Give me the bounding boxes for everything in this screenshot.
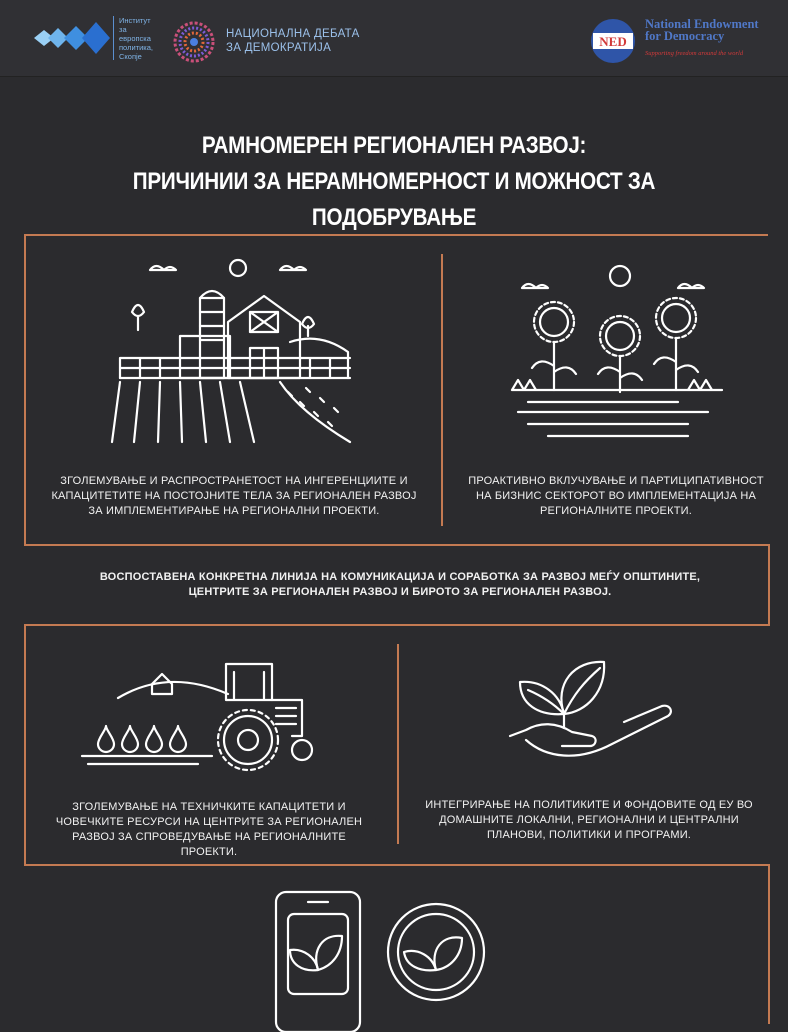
magnifier-leaf-icon [376,892,496,1032]
ned-logo-icon [590,18,636,64]
divider-line [24,864,770,866]
debate-logo-icon [172,20,216,64]
tractor-description: ЗГОЛЕМУВАЊЕ НА ТЕХНИЧКИТЕ КАПАЦИТЕТИ И ЧОВЕЧКИТЕ РЕСУРСИ НА ЦЕНТРИТЕ ЗА РЕГИОНАЛЕН РАЗВОЈ ЗА СПРОВЕДУВАЊЕ НА РЕГИОНАЛНИТЕ ПРОЕКТИ. [55,801,363,858]
header-bar [0,0,788,77]
title-line1: РАМНОМЕРЕН РЕГИОНАЛЕН РАЗВОЈ: [201,132,587,159]
hand-leaves-icon [508,644,678,764]
ned-line1: National Endowment [645,17,759,31]
debate-text-line2: ЗА ДЕМОКРАТИЈА [226,42,332,54]
tractor-icon [78,654,348,774]
ned-line2: for Democracy [645,29,725,43]
institute-text: Институт за европска политика, Скопје [119,16,153,61]
divider-line [24,234,768,236]
institute-logo-icon [34,18,114,58]
page-title [55,128,733,236]
debate-text-line1: НАЦИОНАЛНА ДЕБАТА [226,28,360,40]
ned-tagline: Supporting freedom around the world [645,50,744,57]
divider-line [24,234,26,546]
divider-line [441,254,443,526]
divider-line [24,544,770,546]
ned-abbr: NED [599,34,627,49]
farm-description: ЗГОЛЕМУВАЊЕ И РАСПРОСТРАНЕТОСТ НА ИНГЕРЕНЦИИТЕ И КАПАЦИТЕТИТЕ НА ПОСТОЈНИТЕ ТЕЛА ЗА РЕГИОНАЛЕН РАЗВОЈ ЗА ИМПЛЕМЕНТИРАЊЕ НА РЕГИОНАЛНИ ПРОЕКТИ. [51,475,417,517]
communication-description: ВОСПОСТАВЕНА КОНКРЕТНА ЛИНИЈА НА КОМУНИКАЦИЈА И СОРАБОТКА ЗА РАЗВОЈ МЕЃУ ОПШТИНИТЕ, ЦЕНТРИТЕ ЗА РЕГИОНАЛЕН РАЗВОЈ И БИРОТО ЗА РЕГИОНАЛЕН РАЗВОЈ. [99,571,701,598]
title-line2: ПРИЧИНИИ ЗА НЕРАМНОМЕРНОСТ И МОЖНОСТ ЗА ПОДОБРУВАЊЕ [132,168,656,231]
sunflower-icon [508,262,728,442]
hand-description: ИНТЕГРИРАЊЕ НА ПОЛИТИКИТЕ И ФОНДОВИТЕ ОД ЕУ ВО ДОМАШНИТЕ ЛОКАЛНИ, РЕГИОНАЛНИ И ЦЕНТРАЛНИ ПЛАНОВИ, ПОЛИТИКИ И ПРОГРАМИ. [425,799,753,841]
phone-leaf-icon [272,888,368,1028]
ned-name [645,18,759,42]
sunflower-description: ПРОАКТИВНО ВКЛУЧУВАЊЕ И ПАРТИЦИПАТИВНОСТ НА БИЗНИС СЕКТОРОТ ВО ИМПЛЕМЕНТАЦИЈА НА РЕГИОНАЛНИТЕ ПРОЕКТИ. [468,475,764,517]
divider-line [397,644,399,844]
divider-line [24,624,26,866]
divider-line [768,544,770,626]
farm-icon [110,252,360,452]
divider-line [24,624,770,626]
logo-divider [113,16,114,60]
divider-line [768,864,770,1024]
debate-logo-text [226,27,360,55]
